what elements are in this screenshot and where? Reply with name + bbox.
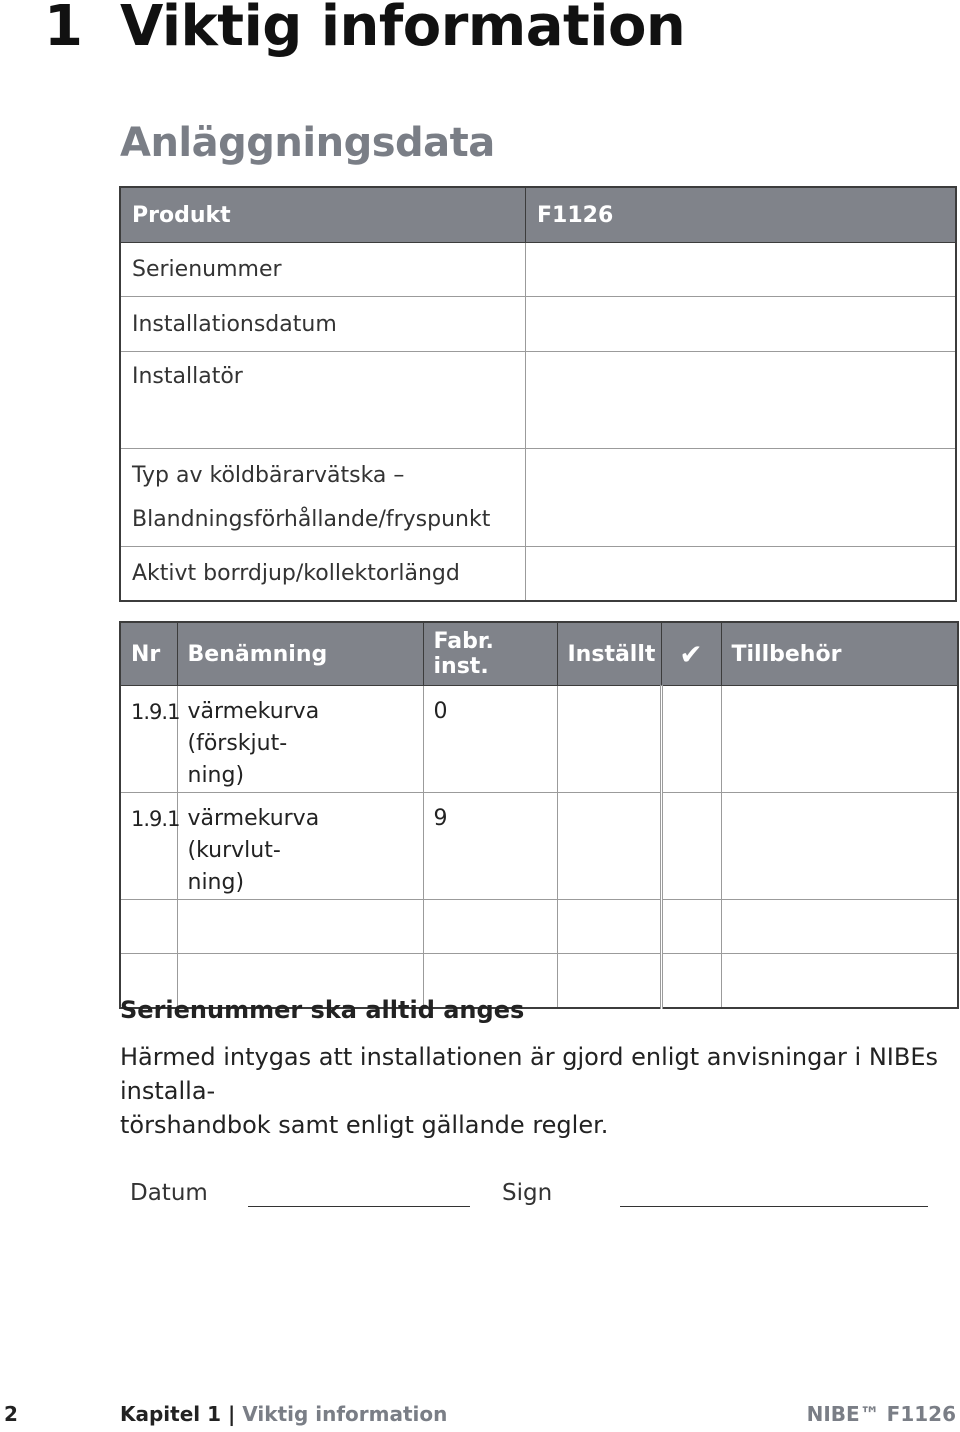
note-title: Serienummer ska alltid anges [120,996,525,1024]
section-title: Anläggningsdata [120,120,495,166]
cell-accessory[interactable] [721,686,958,793]
cell-nr: 1.9.1 [120,793,177,900]
row-label-installer: Installatör [120,352,526,449]
settings-table [119,621,959,1009]
table-row [120,793,958,900]
table-header-row [120,187,956,243]
cell-check[interactable] [661,793,721,900]
col-header-name: Benämning [177,622,423,686]
col-header-factory: Fabr. inst. [423,622,557,686]
chapter-number: 1 [44,0,83,59]
cell-check[interactable] [661,954,721,1009]
row-label-install-date: Installationsdatum [120,297,526,352]
cell-factory: 0 [423,686,557,793]
col-header-nr: Nr [120,622,177,686]
checkmark-icon: ✔ [661,622,721,686]
chapter-title: Viktig information [120,0,686,59]
table-row [120,686,958,793]
col-header-accessory: Tillbehör [721,622,958,686]
table-row [120,297,956,352]
table-row [120,547,956,601]
cell-factory: 9 [423,793,557,900]
table-row [120,449,956,547]
cell-accessory[interactable] [721,954,958,1009]
sign-label: Sign [502,1180,553,1206]
cell-factory[interactable] [423,900,557,954]
cell-nr[interactable] [120,900,177,954]
footer-chapter-label: Kapitel 1 [120,1402,222,1426]
cell-set[interactable] [557,793,661,900]
table-header-row [120,622,958,686]
date-line[interactable] [248,1206,470,1207]
footer-product: NIBE™ F1126 [806,1402,956,1426]
page-number: 2 [4,1402,18,1426]
cell-set[interactable] [557,900,661,954]
row-value-fluid-type[interactable] [526,449,957,547]
row-label-fluid-type: Typ av köldbärarvätska – Blandningsförhållande/fryspunkt [120,449,526,547]
date-label: Datum [130,1180,208,1206]
cell-accessory[interactable] [721,793,958,900]
note-body: Härmed intygas att installationen är gjord enligt anvisningar i NIBEs installa- törshandbok samt enligt gällande regler. [120,1043,939,1139]
footer-separator: | [228,1402,236,1426]
row-value-installer[interactable] [526,352,957,449]
table-row [120,900,958,954]
cell-accessory[interactable] [721,900,958,954]
row-value-borehole[interactable] [526,547,957,601]
col-header-set: Inställt [557,622,661,686]
installation-data-table [119,186,957,602]
table-row [120,243,956,297]
cell-check[interactable] [661,686,721,793]
product-value: F1126 [526,187,957,243]
cell-name[interactable] [177,900,423,954]
row-value-serial[interactable] [526,243,957,297]
cell-set[interactable] [557,686,661,793]
cell-set[interactable] [557,954,661,1009]
footer-chapter-name: Viktig information [242,1402,448,1426]
product-label: Produkt [120,187,526,243]
row-label-serial: Serienummer [120,243,526,297]
cell-name: värmekurva (kurvlut- ning) [177,793,423,900]
row-label-borehole: Aktivt borrdjup/kollektorlängd [120,547,526,601]
page-footer [0,1396,960,1432]
cell-check[interactable] [661,900,721,954]
cell-name: värmekurva (förskjut- ning) [177,686,423,793]
footer-chapter [120,1402,447,1426]
sign-line[interactable] [620,1206,928,1207]
row-value-install-date[interactable] [526,297,957,352]
cell-nr: 1.9.1 [120,686,177,793]
table-row [120,352,956,449]
